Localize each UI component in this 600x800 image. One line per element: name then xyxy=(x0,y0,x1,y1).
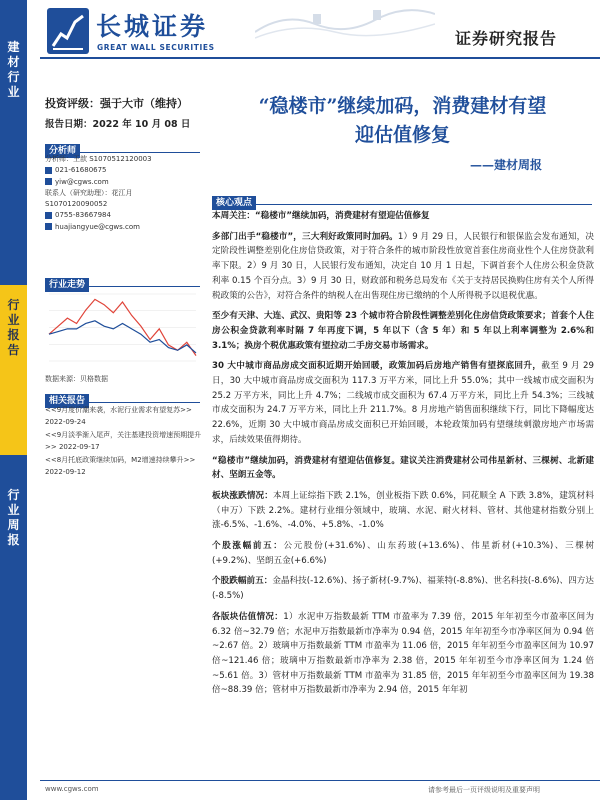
body-paragraph xyxy=(212,610,594,698)
related-report-link[interactable]: <<9月淡季渐入尾声，关注基建投资增速预期提升>> 2022-09-17 xyxy=(45,431,202,451)
contact-name: 联系人（研究助理）：花江月 xyxy=(45,188,133,197)
header-divider xyxy=(40,57,600,59)
analyst-email-text[interactable]: yiw@cgws.com xyxy=(55,177,109,186)
footer-url[interactable]: www.cgws.com xyxy=(45,785,99,793)
paragraph-lead: 个股涨幅前五： xyxy=(212,541,284,552)
body-paragraph xyxy=(212,209,594,224)
industry-trend-chart xyxy=(45,288,200,373)
body-paragraph xyxy=(212,454,594,483)
analyst-phone-text: 021-61680675 xyxy=(55,166,107,175)
report-title-line: “稳楼市”继续加码，消费建材有望 xyxy=(258,95,547,117)
trend-section-heading xyxy=(45,272,200,290)
mail-icon xyxy=(45,223,52,230)
side-label-report xyxy=(0,298,27,358)
report-title-line: 迎估值修复 xyxy=(354,124,450,146)
paragraph-text: 本周上证综指下跌 2.1%，创业板指下跌 0.6%，同花顺全 A 下跌 3.8%，建筑材料（申万）下跌 2.2%。建材行业细分领域中，玻璃、水泥、耐火材料、管材、其他建材指数分别上涨-6.5%、-1.6%、-4.0%、+5.8%、-1.0% xyxy=(212,490,594,531)
analyst-name: 分析师：王歆 S1070512120003 xyxy=(45,155,152,163)
body-paragraph xyxy=(212,230,594,304)
body-paragraph xyxy=(212,489,594,533)
report-title xyxy=(210,92,595,150)
report-body xyxy=(212,209,594,704)
investment-rating: 投资评级：强于大市（维持） xyxy=(45,97,188,110)
paragraph-lead: 本周关注：“稳楼市”继续加码，消费建材有望迎估值修复 xyxy=(212,211,430,221)
side-char: 业 xyxy=(7,313,20,327)
report-subtitle: ——建材周报 xyxy=(470,158,543,172)
trend-heading-label: 行业走势 xyxy=(45,278,89,292)
related-heading-label: 相关报告 xyxy=(45,394,89,408)
chart-source: 数据来源：贝格数据 xyxy=(45,375,108,383)
brand-name: 长城证券 xyxy=(96,12,209,41)
phone-icon xyxy=(45,212,52,219)
body-paragraph xyxy=(212,539,594,568)
side-char: 行 xyxy=(7,488,20,502)
analyst-section-heading xyxy=(45,138,200,156)
analyst-email[interactable] xyxy=(45,177,205,188)
great-wall-illustration xyxy=(255,2,435,42)
analyst-phone xyxy=(45,165,205,176)
phone-icon xyxy=(45,167,52,174)
core-heading-label: 核心观点 xyxy=(212,196,256,210)
related-report-link[interactable]: <<8月托底政策继续加码，M2增速持续攀升>> 2022-09-12 xyxy=(45,456,196,476)
contact-email-text[interactable]: huajiangyue@cgws.com xyxy=(55,222,140,231)
contact-email[interactable] xyxy=(45,222,205,233)
paragraph-lead: 个股跌幅前五： xyxy=(212,576,273,587)
side-char: 行 xyxy=(7,70,20,84)
report-type-label: 证券研究报告 xyxy=(455,29,558,48)
paragraph-text: 截至 9 月 29 日，30 大中城市商品房成交面积为 117.3 万平方米，同比上升 55.0%；其中一线城市成交面积为 25.2 万平方米，同比上升 4.7%；二线城市成交面积为 67.4 万平方米，同比上升 54.3%；三线城市成交面积为 24.7 万平方米，同比上升 211.7%。8 月房地产销售面积继续下行，同比下降幅度达 22.6%，近期 30 大中城市商品房成交面积已开始回暖，本轮政策加码有望继续刺激房地产市场需求，后续效果值得期待。 xyxy=(212,361,594,445)
mail-icon xyxy=(45,178,52,185)
analyst-info xyxy=(45,154,205,233)
paragraph-lead: 各版块估值情况： xyxy=(212,611,284,622)
paragraph-text: 1）9 月 29 日，人民银行和银保监会发布通知，决定阶段性调整差别化住房信贷政策，对于符合条件的城市阶段性放宽首套住房商业性个人住房贷款利率下限。2）9 月 30 日，人民银行发布通知，决定自 10 月 1 日起，下调首套个人住房公积金贷款利率 0.15 个百分点。3）9 月 30 日，财政部和税务总局发布《关于支持居民换购住房有关个人所得税政策的公告》，对符合条件的纳税人在出售现住房已缴纳的个人所得税予以退税优惠。 xyxy=(212,231,594,301)
side-char: 告 xyxy=(7,343,20,357)
footer-note: 请参考最后一页评级说明及重要声明 xyxy=(428,786,540,794)
paragraph-lead: 板块涨跌情况： xyxy=(212,490,273,501)
side-char: 报 xyxy=(7,328,20,342)
related-reports-list xyxy=(45,405,205,480)
paragraph-lead: 至少有天津、大连、武汉、贵阳等 23 个城市符合阶段性调整差别化住房信贷政策要求；首套个人住房公积金贷款利率时隔 7 年再度下调，5 年以下（含 5 年）和 5 年以上利率调整为 2.6%和 3.1%；换房个税优惠政策有望拉动二手房交易市场需求。 xyxy=(212,311,594,351)
paragraph-lead: “稳楼市”继续加码，消费建材有望迎估值修复。建议关注消费建材公司伟星新材、三棵树、北新建材、坚朗五金等。 xyxy=(212,455,594,481)
side-char: 业 xyxy=(7,85,20,99)
paragraph-lead: 多部门出手“稳楼市”，三大利好政策同时加码。 xyxy=(212,231,398,242)
paragraph-text: 金晶科技(-12.6%)、扬子新材(-9.7%)、福莱特(-8.8%)、世名科技(-8.6%)、四方达(-8.5%) xyxy=(212,576,594,602)
paragraph-text: 1）水泥申万指数最新 TTM 市盈率为 7.39 倍，2015 年年初至今市盈率区间为 6.32 倍~32.79 倍；水泥申万指数最新市净率为 0.94 倍，2015 年年初至今市净率区间为 0.94 倍~2.67 倍。2）玻璃申万指数最新 TTM 市盈率为 11.06 倍，2015 年年初至今市盈率区间为 10.97 倍~121.46 倍；玻璃申万指数最新市净率为 2.38 倍，2015 年年初至今市净率区间为 1.24 倍~5.61 倍。3）管材申万指数最新 TTM 市盈率为 31.85 倍，2015 年年初至今市盈率区间为 19.38 倍~88.39 倍；管材申万指数最新市净率为 2.94 倍，2015 年年初 xyxy=(212,611,594,696)
contact-license: S1070120090052 xyxy=(45,200,108,209)
paragraph-text: 公元股份(+31.6%)、山东药玻(+13.6%)、伟星新材(+10.3%)、三棵树(+9.2%)、坚朗五金(+6.6%) xyxy=(212,541,594,566)
brand-name-en: GREAT WALL SECURITIES xyxy=(97,43,215,52)
related-section-heading xyxy=(45,388,200,406)
side-char: 行 xyxy=(7,298,20,312)
side-char: 业 xyxy=(7,503,20,517)
contact-phone-text: 0755-83667984 xyxy=(55,211,111,220)
report-date: 报告日期：2022 年 10 月 08 日 xyxy=(45,119,191,130)
side-char: 材 xyxy=(7,55,20,69)
brand-logo-icon xyxy=(45,6,91,56)
body-paragraph xyxy=(212,574,594,603)
body-paragraph xyxy=(212,309,594,353)
body-paragraph xyxy=(212,359,594,447)
side-char: 周 xyxy=(7,518,20,532)
related-report-link[interactable]: <<9月度价潮来袭，水泥行业需求有望复苏>> 2022-09-24 xyxy=(45,406,192,426)
analyst-heading-label: 分析师 xyxy=(45,144,80,158)
contact-phone xyxy=(45,210,205,221)
footer-divider xyxy=(40,780,600,781)
side-char: 建 xyxy=(7,40,20,54)
side-char: 报 xyxy=(7,533,20,547)
paragraph-lead: 30 大中城市商品房成交面积近期开始回暖，政策加码后房地产销售有望探底回升， xyxy=(212,361,542,372)
side-label-industry xyxy=(0,40,27,100)
core-view-heading xyxy=(212,190,592,208)
side-label-weekly xyxy=(0,488,27,548)
